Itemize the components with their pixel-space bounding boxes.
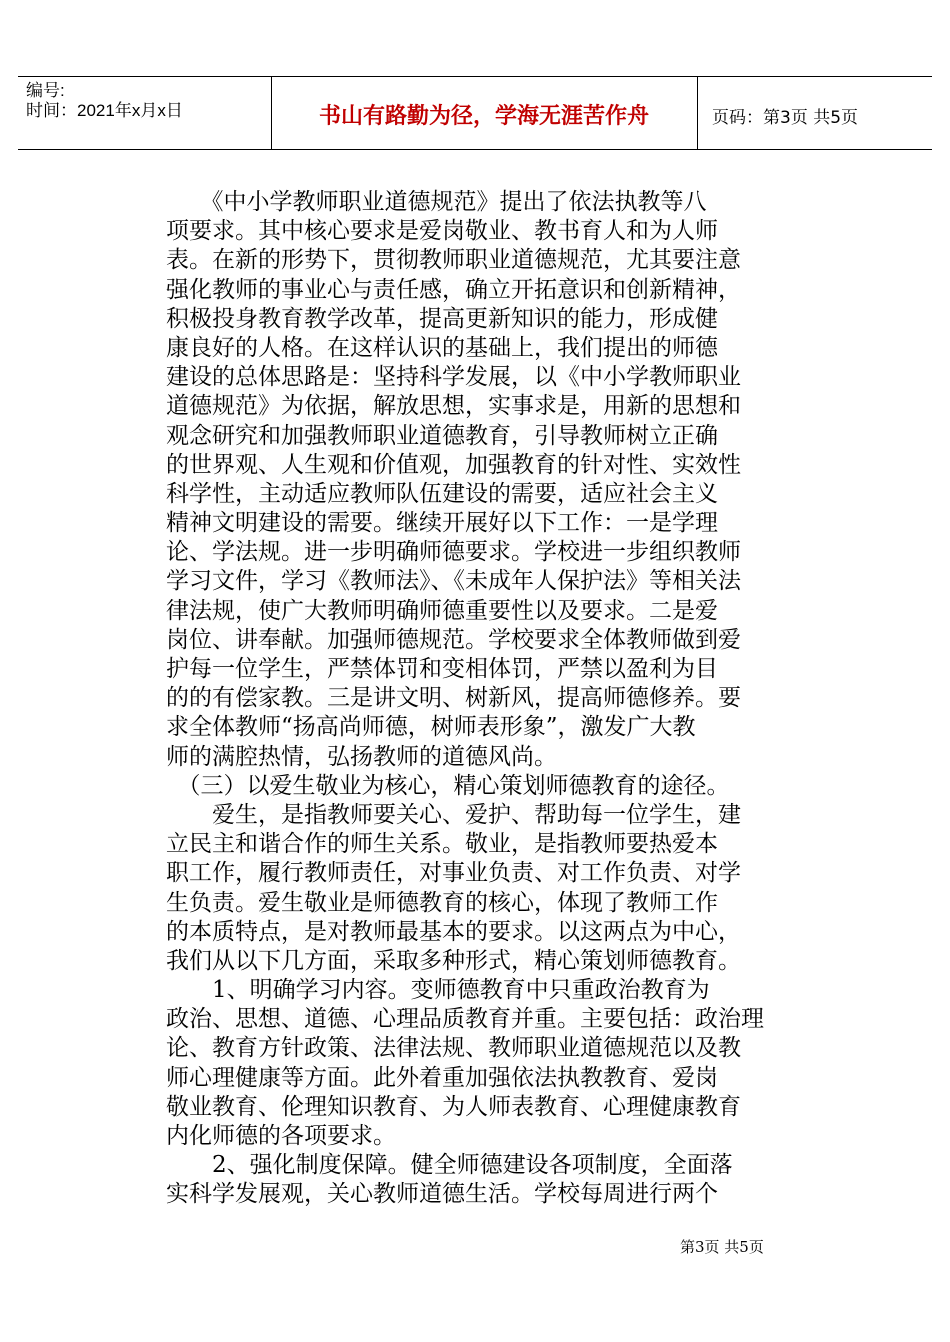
footer-page-number: 第3页 共5页 <box>680 1238 764 1256</box>
text-line: 爱生，是指教师要关心、爱护、帮助每一位学生，建 <box>166 801 741 828</box>
header-page-number: 页码：第3页 共5页 <box>712 108 859 128</box>
text-line: 立民主和谐合作的师生关系。敬业，是指教师要热爱本 <box>166 831 718 858</box>
text-line: 观念研究和加强教师职业道德教育，引导教师树立正确 <box>166 422 718 449</box>
text-line: 论、学法规。进一步明确师德要求。学校进一步组织教师 <box>166 539 741 566</box>
text-line: 求全体教师“扬高尚师德，树师表形象”，激发广大教 <box>166 714 696 741</box>
text-line: 的世界观、人生观和价值观，加强教育的针对性、实效性 <box>166 451 741 478</box>
text-line: 的的有偿家教。三是讲文明、树新风，提高师德修养。要 <box>166 685 741 712</box>
header-motto-cell <box>271 77 698 149</box>
text-line: 学习文件，学习《教师法》、《未成年人保护法》等相关法 <box>166 568 741 595</box>
text-line: 《中小学教师职业道德规范》提出了依法执教等八 <box>166 189 707 215</box>
text-line: 内化师德的各项要求。 <box>166 1123 396 1149</box>
text-line: 积极投身教育教学改革，提高更新知识的能力，形成健 <box>166 305 718 332</box>
header-page-cell <box>698 77 932 149</box>
text-line: 律法规，使广大教师明确师德重要性以及要求。二是爱 <box>166 597 718 624</box>
text-line: 康良好的人格。在这样认识的基础上，我们提出的师德 <box>166 334 718 361</box>
document-header <box>18 76 932 150</box>
text-line: 道德规范》为依据，解放思想，实事求是，用新的思想和 <box>166 393 741 420</box>
text-line: 1、明确学习内容。变师德教育中只重政治教育为 <box>166 977 710 1004</box>
text-line: 敬业教育、伦理知识教育、为人师表教育、心理健康教育 <box>166 1093 741 1120</box>
text-line: 实科学发展观，关心教师道德生活。学校每周进行两个 <box>166 1181 718 1208</box>
number-label: 编号: <box>26 81 65 100</box>
text-line: 政治、思想、道德、心理品质教育并重。主要包括：政治理 <box>166 1006 764 1033</box>
header-meta-cell <box>18 77 272 149</box>
text-line: 护每一位学生，严禁体罚和变相体罚，严禁以盈利为目 <box>166 656 718 682</box>
text-line: 精神文明建设的需要。继续开展好以下工作：一是学理 <box>166 510 718 537</box>
text-line: 生负责。爱生敬业是师德教育的核心，体现了教师工作 <box>166 889 718 916</box>
text-line: 2、强化制度保障。健全师德建设各项制度，全面落 <box>166 1152 733 1179</box>
text-line: 师的满腔热情，弘扬教师的道德风尚。 <box>166 743 557 770</box>
motto: 书山有路勤为径，学海无涯苦作舟 <box>318 104 649 129</box>
text-line: 强化教师的事业心与责任感，确立开拓意识和创新精神， <box>166 276 741 303</box>
time-label: 时间：2021年x月x日 <box>26 101 183 120</box>
text-line: 项要求。其中核心要求是爱岗敬业、教书育人和为人师 <box>166 218 718 245</box>
text-line: 论、教育方针政策、法律法规、教师职业道德规范以及教 <box>166 1035 741 1062</box>
body-text <box>166 188 796 1210</box>
text-line: 职工作，履行教师责任，对事业负责、对工作负责、对学 <box>166 860 741 887</box>
text-line: 我们从以下几方面，采取多种形式，精心策划师德教育。 <box>166 947 741 974</box>
text-line: 表。在新的形势下，贯彻教师职业道德规范，尤其要注意 <box>166 247 741 274</box>
text-line: 科学性，主动适应教师队伍建设的需要，适应社会主义 <box>166 480 718 507</box>
text-line: 岗位、讲奉献。加强师德规范。学校要求全体教师做到爱 <box>166 626 741 653</box>
text-line: 的本质特点，是对教师最基本的要求。以这两点为中心， <box>166 918 741 945</box>
text-line: 师心理健康等方面。此外着重加强依法执教教育、爱岗 <box>166 1064 718 1091</box>
text-line: （三）以爱生敬业为核心，精心策划师德教育的途径。 <box>166 772 730 799</box>
text-line: 建设的总体思路是：坚持科学发展，以《中小学教师职业 <box>166 364 741 391</box>
